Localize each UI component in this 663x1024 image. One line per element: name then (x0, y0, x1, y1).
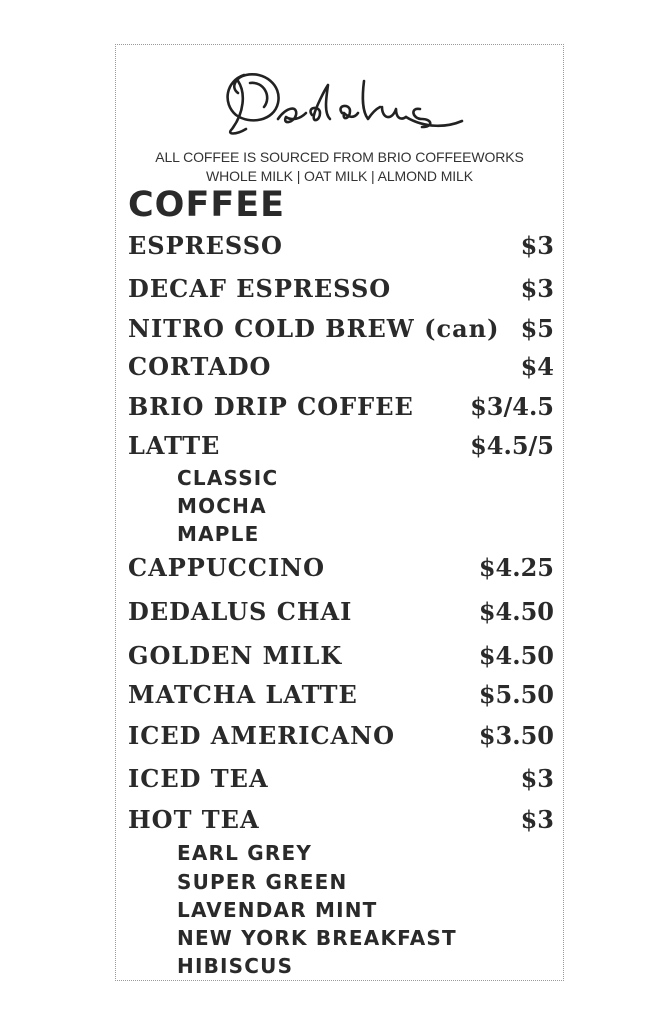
item-option: MAPLE (177, 522, 260, 546)
item-price: $4.50 (478, 597, 554, 626)
item-price: $3/4.5 (470, 392, 554, 421)
item-price: $5 (520, 314, 554, 343)
menu-card (115, 44, 564, 981)
item-name: BRIO DRIP COFFEE (128, 392, 414, 421)
item-name: ICED TEA (128, 764, 269, 793)
item-option: NEW YORK BREAKFAST (177, 926, 457, 950)
item-name: LATTE (128, 431, 221, 460)
item-price: $4 (520, 352, 554, 381)
item-price: $3 (520, 274, 554, 303)
item-name: HOT TEA (128, 805, 260, 834)
item-option: EARL GREY (177, 841, 313, 865)
item-price: $3.50 (478, 721, 554, 750)
item-price: $5.50 (478, 680, 554, 709)
item-option: HIBISCUS (177, 954, 294, 978)
item-option: LAVENDAR MINT (177, 898, 378, 922)
item-option: SUPER GREEN (177, 870, 348, 894)
item-option: MOCHA (177, 494, 267, 518)
item-price: $3 (520, 231, 554, 260)
item-option: CLASSIC (177, 466, 279, 490)
item-name: NITRO COLD BREW (can) (128, 314, 500, 343)
item-name: MATCHA LATTE (128, 680, 358, 709)
item-name: GOLDEN MILK (128, 641, 343, 670)
item-price: $4.50 (478, 641, 554, 670)
sourcing-note: ALL COFFEE IS SOURCED FROM BRIO COFFEEWORKS (155, 149, 524, 165)
milk-options: WHOLE MILK | OAT MILK | ALMOND MILK (206, 168, 473, 184)
item-name: DECAF ESPRESSO (128, 274, 392, 303)
item-price: $4.5/5 (470, 431, 554, 460)
item-name: CORTADO (128, 352, 272, 381)
item-price: $4.25 (478, 553, 554, 582)
item-name: CAPPUCCINO (128, 553, 326, 582)
section-title: COFFEE (128, 185, 286, 225)
dedalus-logo (216, 63, 466, 143)
item-price: $3 (520, 764, 554, 793)
item-name: ICED AMERICANO (128, 721, 396, 750)
item-name: DEDALUS CHAI (128, 597, 353, 626)
item-price: $3 (520, 805, 554, 834)
item-name: ESPRESSO (128, 231, 283, 260)
